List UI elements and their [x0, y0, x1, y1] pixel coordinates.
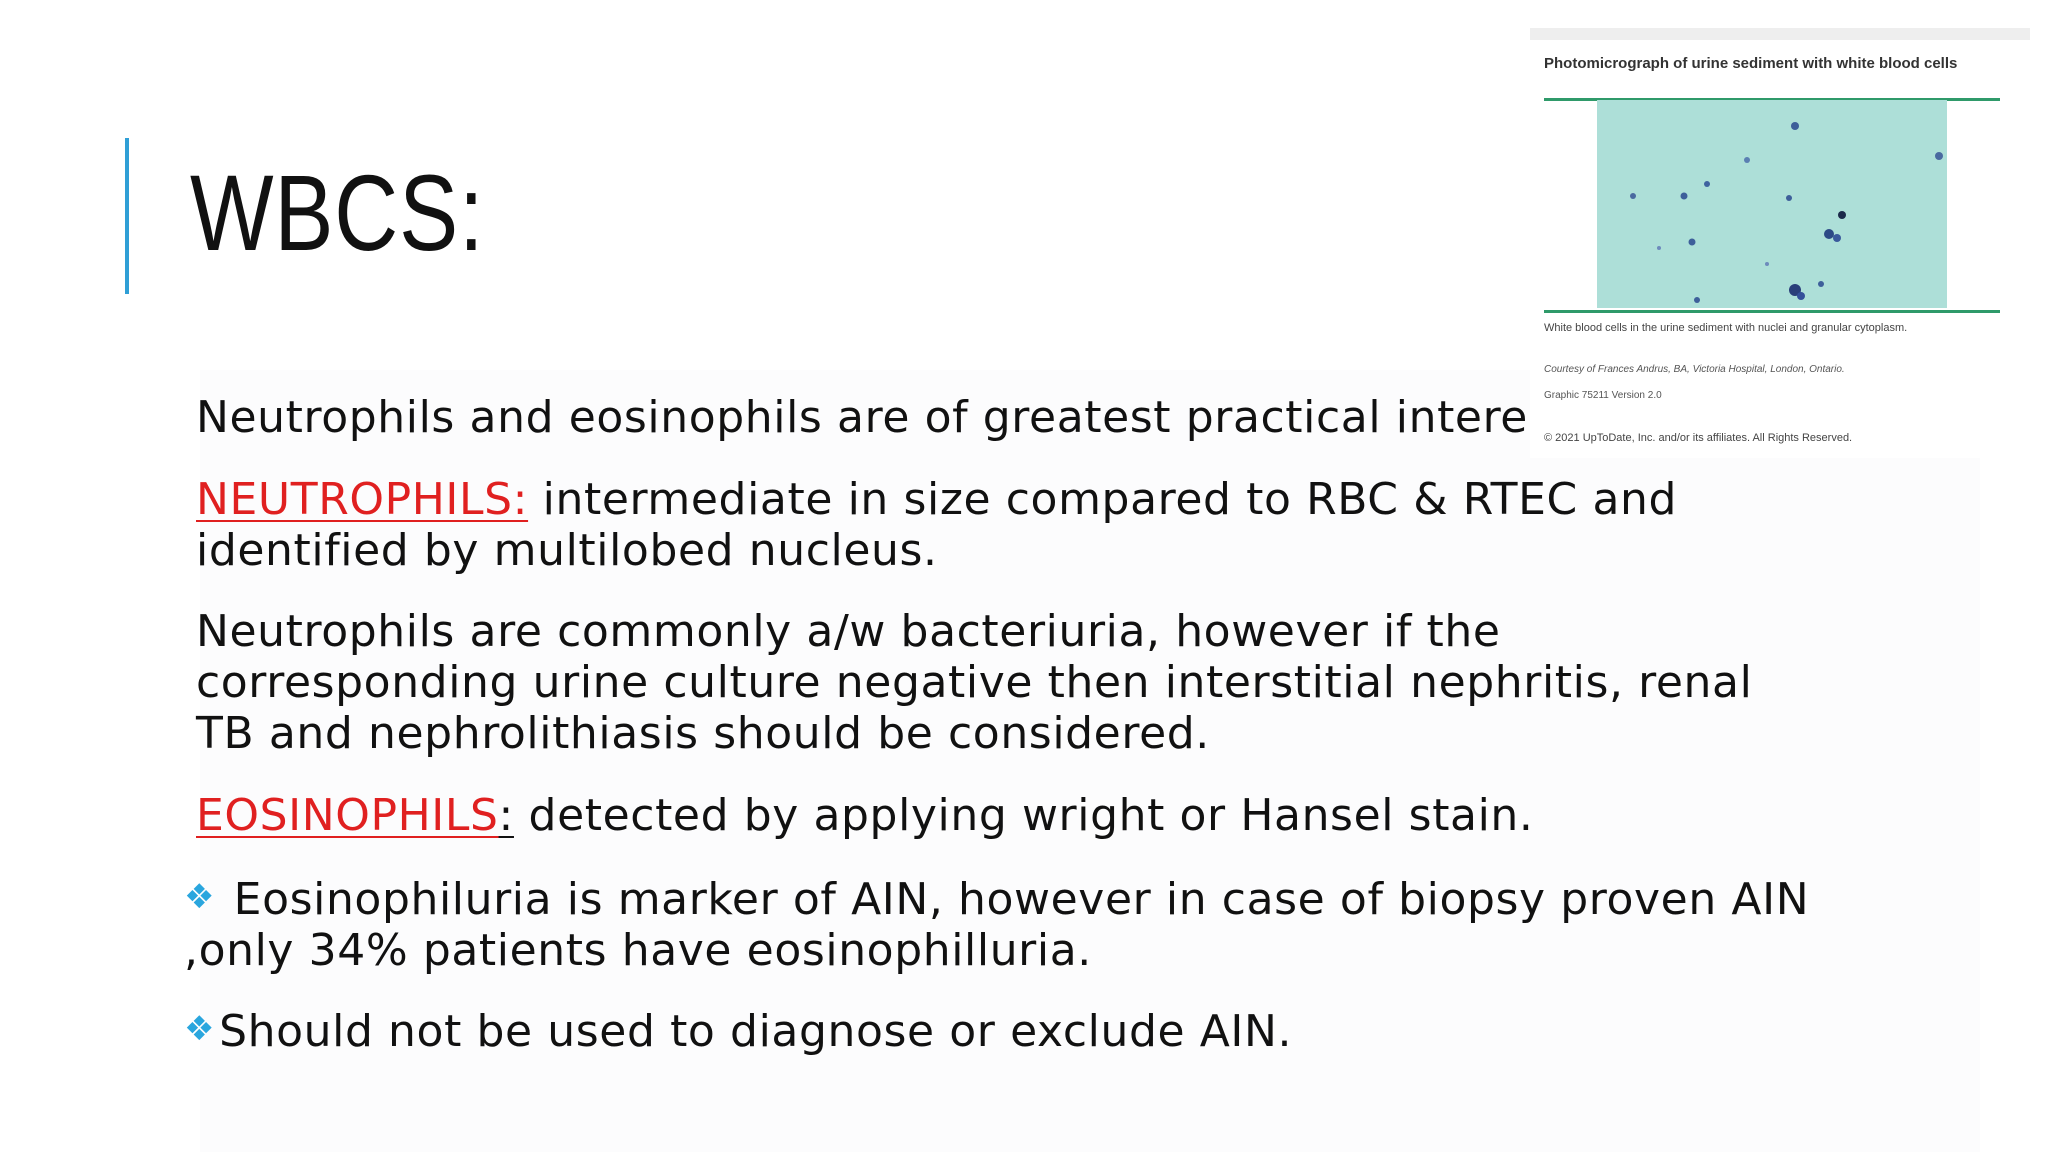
figure-graphic-id: Graphic 75211 Version 2.0 [1544, 390, 1662, 401]
eosinophils-text: detected by applying wright or Hansel stain. [513, 790, 1534, 841]
title-accent-bar [125, 138, 129, 294]
neutrophils-paragraph [196, 474, 1816, 576]
figure-title: Photomicrograph of urine sediment with white blood cells [1544, 55, 1958, 72]
figure-bottom-rule [1544, 310, 2000, 313]
bullet-item-diagnose [184, 1004, 1824, 1057]
figure-top-band [1530, 28, 2030, 40]
figure-courtesy: Courtesy of Frances Andrus, BA, Victoria Hospital, London, Ontario. [1544, 364, 1845, 375]
photomicrograph-figure [1530, 28, 2030, 458]
bullet-item-eosinophiluria [184, 872, 1824, 976]
intro-paragraph: Neutrophils and eosinophils are of greatest practical intere [196, 392, 1528, 443]
bullet-text: Should not be used to diagnose or exclude AIN. [219, 1006, 1293, 1057]
slide-title: WBCS: [190, 152, 485, 273]
wbc-cells-graphic [1597, 100, 1947, 308]
bacteriuria-paragraph: Neutrophils are commonly a/w bacteriuria, however if the corresponding urine culture negative then interstitial nephritis, renal TB and nephrolithiasis should be considered. [196, 606, 1753, 759]
bullet-text: Eosinophiluria is marker of AIN, however in case of biopsy proven AIN ,only 34% patients have eosinophilluria. [184, 874, 1810, 976]
neutrophils-text: intermediate in size compared to RBC & RTEC and identified by multilobed nucleus. [196, 474, 1678, 576]
urine-sediment-image [1597, 100, 1947, 308]
figure-caption: White blood cells in the urine sediment with nuclei and granular cytoplasm. [1544, 322, 1908, 334]
figure-copyright: © 2021 UpToDate, Inc. and/or its affiliates. All Rights Reserved. [1544, 432, 1853, 444]
eosinophils-colon: : [498, 790, 514, 841]
diamond-four-icon: ❖ [184, 877, 216, 917]
eosinophils-label: EOSINOPHILS [196, 790, 499, 841]
eosinophils-paragraph [196, 790, 1816, 841]
diamond-four-icon: ❖ [184, 1009, 216, 1049]
neutrophils-label: NEUTROPHILS: [196, 474, 529, 525]
